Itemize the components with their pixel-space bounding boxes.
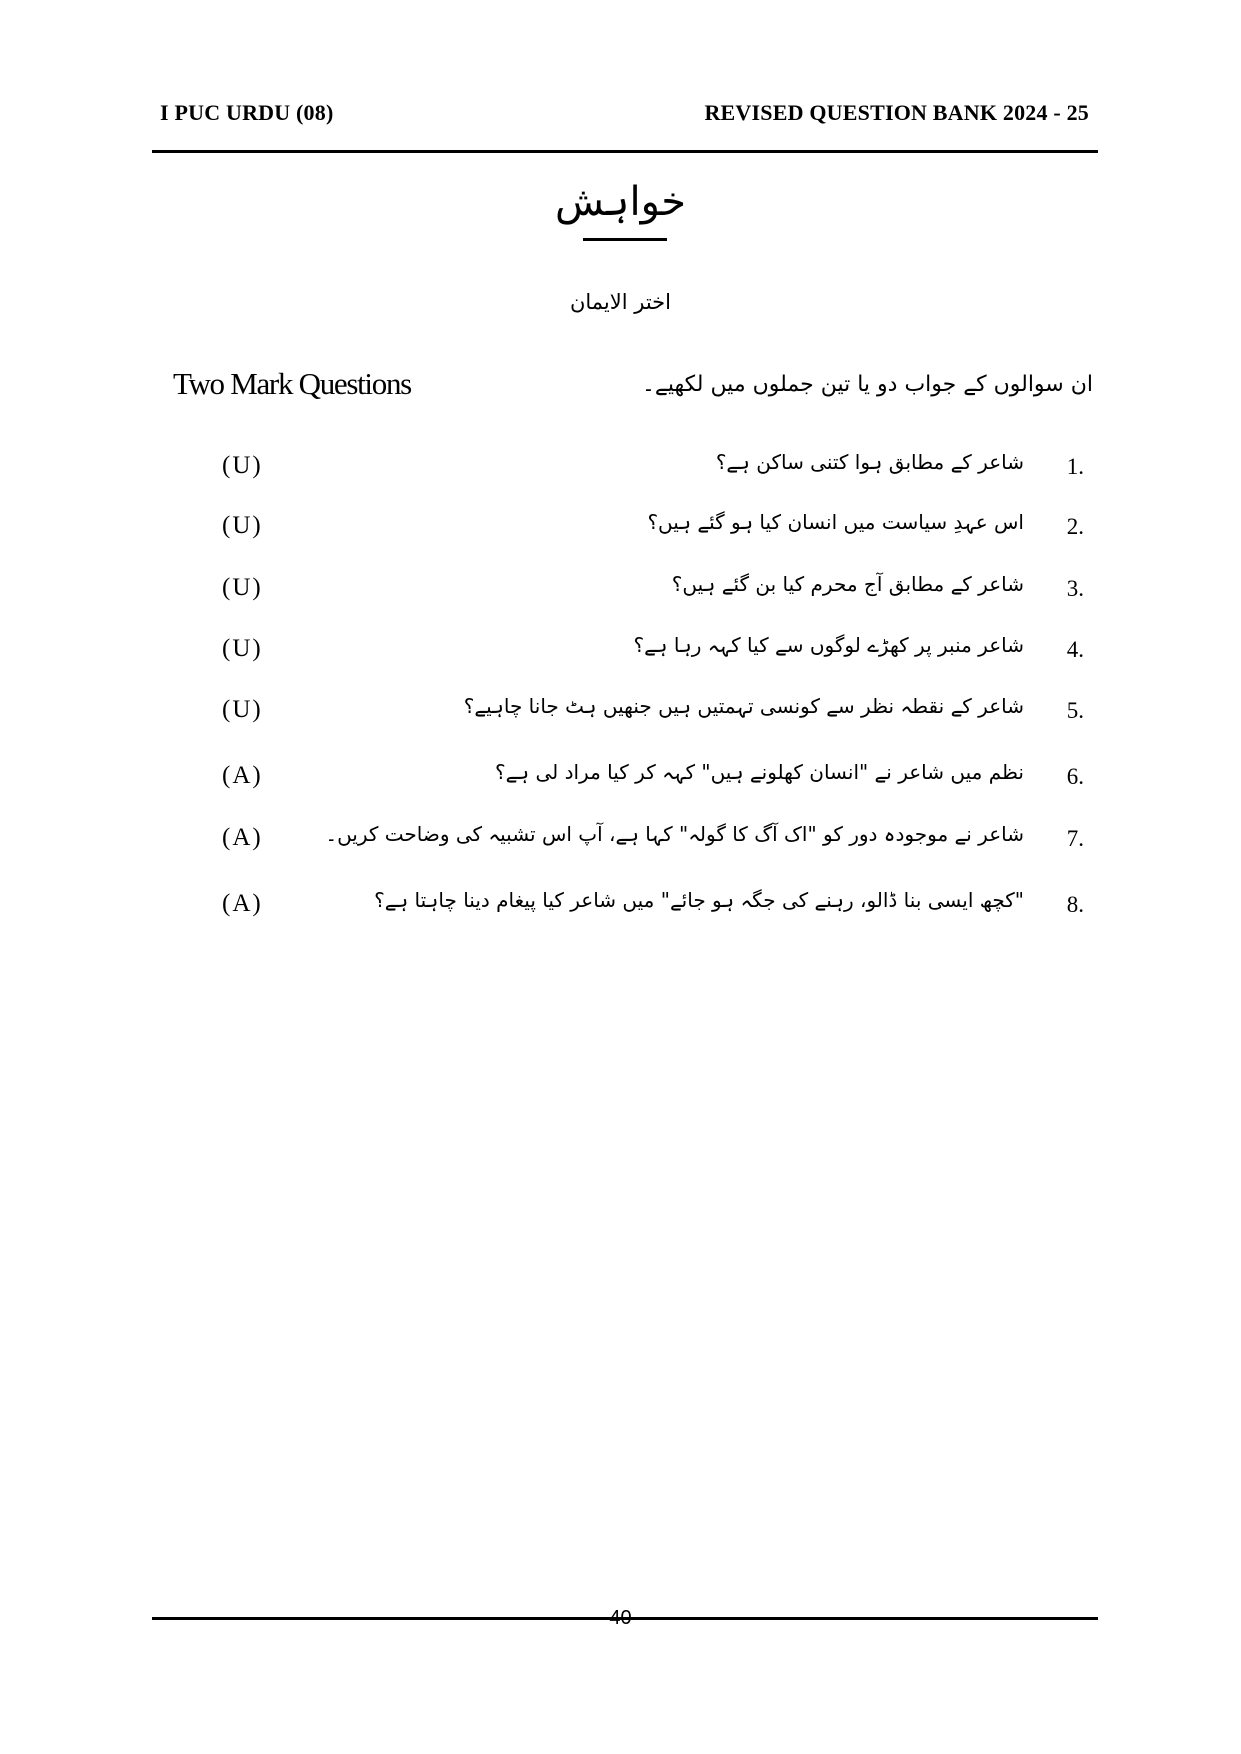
question-number: 8. <box>1066 892 1084 917</box>
question-number: 6. <box>1066 764 1084 789</box>
section-heading: Two Mark Questions <box>173 366 411 401</box>
question-item <box>160 888 1084 928</box>
header-rule <box>152 150 1098 153</box>
question-level: (A) <box>222 890 263 917</box>
question-level: (A) <box>222 824 263 851</box>
poem-title: خواہش <box>555 179 686 225</box>
question-item <box>160 450 1084 490</box>
question-item <box>160 760 1084 800</box>
question-text: شاعر کے مطابق آج محرم کیا بن گئے ہیں؟ <box>671 572 1024 596</box>
header-course-label: I PUC URDU (08) <box>160 100 334 125</box>
question-item <box>160 510 1084 550</box>
page-number: 40 <box>609 1607 632 1629</box>
question-text: شاعر کے نقطہ نظر سے کونسی تہمتیں ہیں جنھیں ہٹ جانا چاہیے؟ <box>463 694 1024 718</box>
question-level: (U) <box>222 574 263 601</box>
question-text: شاعر نے موجودہ دور کو "اک آگ کا گولہ" کہا ہے، آپ اس تشبیہ کی وضاحت کریں۔ <box>325 822 1024 846</box>
question-item <box>160 633 1084 673</box>
question-number: 7. <box>1066 826 1084 851</box>
question-level: (U) <box>222 452 263 479</box>
question-number: 1. <box>1066 454 1084 479</box>
question-text: شاعر کے مطابق ہوا کتنی ساکن ہے؟ <box>715 450 1024 474</box>
question-item <box>160 572 1084 612</box>
question-text: نظم میں شاعر نے "انسان کھلونے ہیں" کہہ کر کیا مراد لی ہے؟ <box>495 760 1024 784</box>
question-level: (U) <box>222 635 263 662</box>
question-number: 3. <box>1066 576 1084 601</box>
question-level: (U) <box>222 512 263 539</box>
question-text: اس عہدِ سیاست میں انسان کیا ہو گئے ہیں؟ <box>647 510 1024 534</box>
header-question-bank-label: REVISED QUESTION BANK 2024 - 25 <box>704 100 1089 125</box>
question-item <box>160 694 1084 734</box>
question-number: 5. <box>1066 698 1084 723</box>
section-instruction: ان سوالوں کے جواب دو یا تین جملوں میں لکھیے۔ <box>642 372 1093 397</box>
question-text: شاعر منبر پر کھڑے لوگوں سے کیا کہہ رہا ہے؟ <box>633 633 1024 657</box>
question-number: 4. <box>1066 637 1084 662</box>
question-item <box>160 822 1084 862</box>
question-number: 2. <box>1066 514 1084 539</box>
poem-author: اختر الایمان <box>569 290 672 314</box>
question-text: "کچھ ایسی بنا ڈالو، رہنے کی جگہ ہو جائے" میں شاعر کیا پیغام دینا چاہتا ہے؟ <box>374 888 1024 912</box>
title-underline <box>583 238 667 241</box>
question-level: (A) <box>222 762 263 789</box>
question-level: (U) <box>222 696 263 723</box>
